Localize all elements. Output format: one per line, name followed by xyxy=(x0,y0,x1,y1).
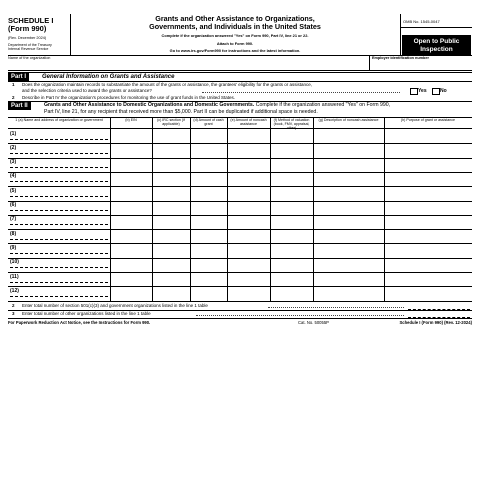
row-label: (9) xyxy=(10,244,17,251)
row-label: (6) xyxy=(10,202,17,208)
inspection-label: Inspection xyxy=(420,46,453,53)
form-instructions-line1: Complete if the organization answered "Yes" on Form 990, Part IV, line 21 or 22. xyxy=(161,33,309,38)
column-header: (h) Purpose of grant or assistance xyxy=(400,118,456,122)
part2-title-rest: Complete if the organization answered "Yes" on Form 990, xyxy=(254,102,391,108)
part1-tag: Part I xyxy=(8,73,29,81)
row-label: (4) xyxy=(10,173,17,180)
name-address-field[interactable] xyxy=(10,224,108,225)
part1-line1-number: 1 xyxy=(12,82,15,87)
name-address-field[interactable] xyxy=(10,296,108,297)
row-label: (7) xyxy=(10,216,17,223)
row-label: (3) xyxy=(10,159,17,166)
part1-line1-text: Does the organization maintain records to substantiate the amount of the grants or assistance, the grantees' eligibility for the grants or assistance, xyxy=(22,82,313,87)
column-header: 1 (a) Name and address of organization or government xyxy=(15,118,103,122)
table-bottom-rule xyxy=(8,301,472,302)
name-address-field[interactable] xyxy=(10,153,108,154)
ein-field[interactable] xyxy=(371,60,471,69)
paperwork-notice: For Paperwork Reduction Act Notice, see the Instructions for Form 990. xyxy=(8,320,151,325)
total-501c3-field[interactable] xyxy=(408,303,470,310)
column-divider xyxy=(384,117,385,301)
table-row xyxy=(8,201,472,202)
table-row xyxy=(8,272,472,273)
column-header: (g) Description of noncash assistance xyxy=(318,118,379,122)
row-label: (8) xyxy=(10,230,17,237)
column-divider xyxy=(190,117,191,301)
row-label: (2) xyxy=(10,144,17,151)
no-label: No xyxy=(440,88,447,94)
open-to-public: Open to Public xyxy=(413,38,460,45)
name-bottom-rule xyxy=(8,70,472,71)
schedule-label: SCHEDULE I xyxy=(8,16,54,25)
header-right-divider xyxy=(400,14,401,55)
total-501c3-number: 2 xyxy=(12,303,15,308)
org-name-field[interactable] xyxy=(8,60,368,69)
table-row xyxy=(8,186,472,187)
column-header: (b) EIN xyxy=(125,118,137,122)
column-divider xyxy=(227,117,228,301)
column-divider xyxy=(270,117,271,301)
name-address-field[interactable] xyxy=(10,282,108,283)
table-row xyxy=(8,243,472,244)
table-row xyxy=(8,286,472,287)
table-row xyxy=(8,229,472,230)
name-address-field[interactable] xyxy=(10,167,108,168)
footer-rule xyxy=(8,318,472,319)
yes-label: Yes xyxy=(418,88,427,94)
schedule-footer-id: Schedule I (Form 990) (Rev. 12-2024) xyxy=(399,320,472,325)
total-other-number: 3 xyxy=(12,311,15,316)
form-instructions-line3: Go to www.irs.gov/Form990 for instructions and the latest information. xyxy=(169,48,301,53)
yes-checkbox[interactable] xyxy=(410,88,418,95)
name-address-field[interactable] xyxy=(10,139,108,140)
column-header: (f) Method of valuation (book, FMV, appraisal, other) xyxy=(273,118,310,130)
column-divider xyxy=(152,117,153,301)
name-address-field[interactable] xyxy=(10,239,108,240)
row-label: (5) xyxy=(10,187,17,194)
row-label: (12) xyxy=(10,287,19,294)
part1-line2-number: 2 xyxy=(12,95,15,100)
row-label: (1) xyxy=(10,130,17,137)
part1-line2-text: Describe in Part IV the organization's procedures for monitoring the use of grant funds in the United States. xyxy=(22,95,235,100)
total-501c3-leader xyxy=(268,307,404,308)
row-label: (10) xyxy=(10,259,19,266)
total-501c3-text: Enter total number of section 501(c)(3) and government organizations listed in the line 1 table xyxy=(22,303,208,308)
ein-divider xyxy=(369,55,370,70)
part2-title-bold: Grants and Other Assistance to Domestic Organizations and Domestic Governments. xyxy=(44,102,255,108)
column-header: (e) Amount of noncash assistance xyxy=(230,118,267,126)
revision-date: (Rev. December 2024) xyxy=(8,36,47,40)
omb-divider xyxy=(400,27,472,28)
total-other-field[interactable] xyxy=(408,311,470,318)
form-label: (Form 990) xyxy=(8,24,47,33)
name-address-field[interactable] xyxy=(10,267,108,268)
part1-line1-leader xyxy=(202,92,400,93)
table-row xyxy=(8,158,472,159)
column-header: (d) Amount of cash grant xyxy=(193,118,224,126)
table-row xyxy=(8,258,472,259)
name-address-field[interactable] xyxy=(10,210,108,211)
name-address-field[interactable] xyxy=(10,253,108,254)
ein-label: Employer identification number xyxy=(372,56,429,60)
row-label: (11) xyxy=(10,273,19,280)
department-label: Department of the Treasury xyxy=(8,43,52,47)
form-title-line1: Grants and Other Assistance to Organizations, xyxy=(155,14,315,23)
form-instructions-line2: Attach to Form 990. xyxy=(216,41,254,46)
part1-line1-text-cont: and the selection criteria used to award the grants or assistance? xyxy=(22,88,152,93)
column-divider xyxy=(313,117,314,301)
table-row xyxy=(8,172,472,173)
cat-number: Cat. No. 50055P xyxy=(298,320,329,325)
total-other-leader xyxy=(196,315,404,316)
part1-title: General Information on Grants and Assistance xyxy=(42,74,175,80)
part2-title-line2: Part IV, line 21, for any recipient that received more than $5,000. Part II can be duplicated if additional space is needed. xyxy=(44,109,318,115)
no-checkbox[interactable] xyxy=(432,88,440,95)
org-name-label: Name of the organization xyxy=(8,56,51,60)
column-header: (c) IRC section (if applicable) xyxy=(157,118,185,126)
irs-label: Internal Revenue Service xyxy=(8,47,49,51)
part2-title xyxy=(44,102,390,109)
table-row xyxy=(8,143,472,144)
table-row xyxy=(8,215,472,216)
name-address-field[interactable] xyxy=(10,196,108,197)
form-title-line2: Governments, and Individuals in the United States xyxy=(149,22,321,31)
total-other-text: Enter total number of other organizations listed in the line 1 table xyxy=(22,311,151,316)
name-address-field[interactable] xyxy=(10,181,108,182)
header-divider xyxy=(8,128,472,129)
column-divider xyxy=(110,117,111,301)
part2-tag: Part II xyxy=(8,102,31,110)
omb-number: OMB No. 1545-0047 xyxy=(403,19,440,24)
